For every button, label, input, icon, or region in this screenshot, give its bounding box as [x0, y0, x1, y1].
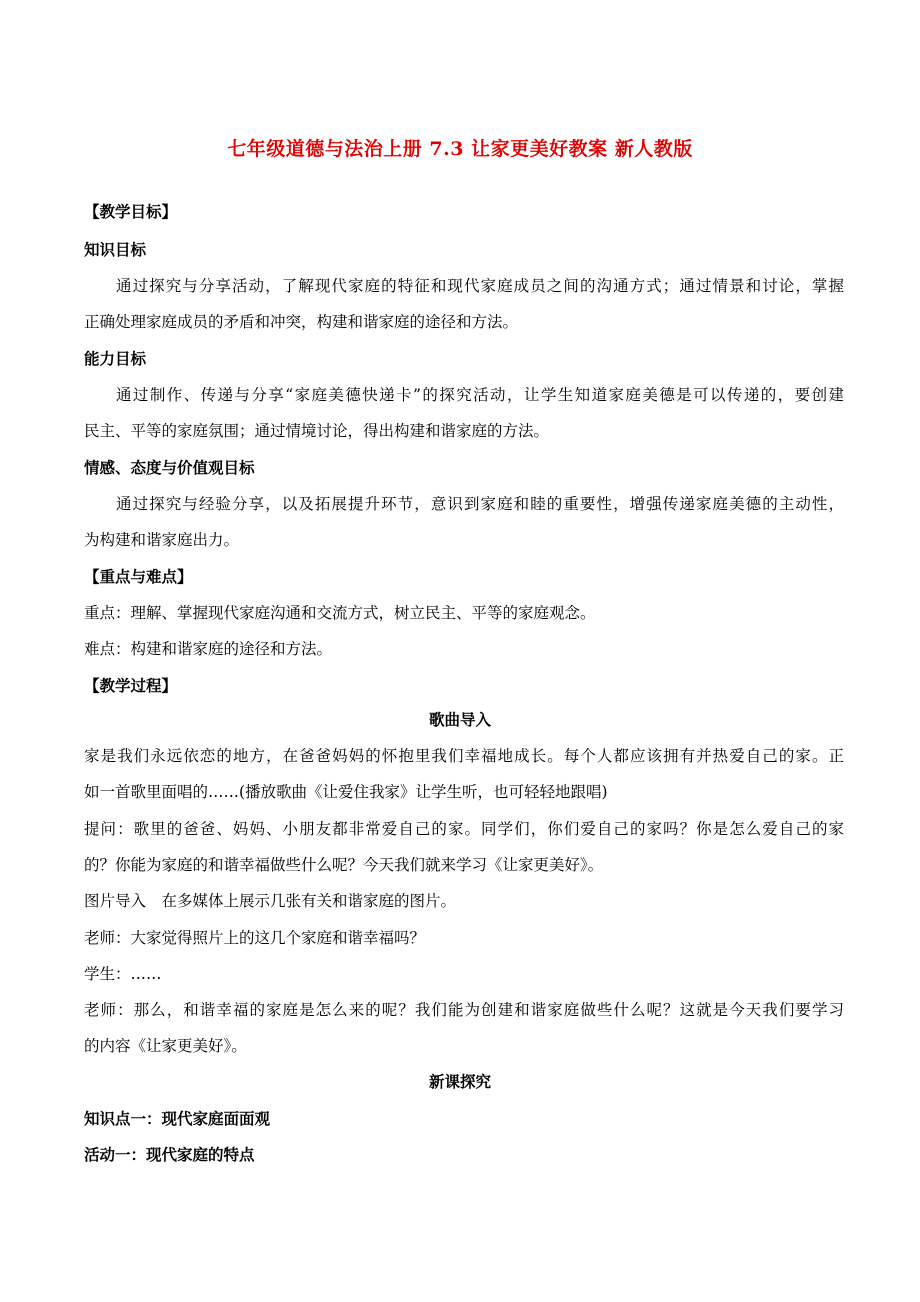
paragraph-line: 图片导入 在多媒体上展示几张有关和谐家庭的图片。 [84, 892, 457, 910]
paragraph-line: 通过探究与分享活动，了解现代家庭的特征和现代家庭成员之间的沟通方式；通过情景和讨论，掌握 [116, 277, 844, 295]
knowledge-point-heading: 知识点一：现代家庭面面观 [84, 1109, 271, 1128]
paragraph-line: 如一首歌里面唱的……(播放歌曲《让爱住我家》让学生听，也可轻轻地跟唱) [84, 783, 608, 801]
document-title: 七年级道德与法治上册 7.3 让家更美好教案 新人教版 [227, 138, 693, 160]
paragraph-line: 提问：歌里的爸爸、妈妈、小朋友都非常爱自己的家。同学们，你们爱自己的家吗？你是怎么爱自己的家 [84, 820, 844, 838]
section-heading-key-points: 【重点与难点】 [84, 567, 193, 586]
subheading-new-lesson: 新课探究 [428, 1072, 491, 1091]
paragraph-line: 的？你能为家庭的和谐幸福做些什么呢？今天我们就来学习《让家更美好》。 [84, 856, 604, 874]
paragraph-line: 通过制作、传递与分享“家庭美德快递卡”的探究活动，让学生知道家庭美德是可以传递的，要创建 [116, 386, 844, 404]
difficult-point-line: 难点：构建和谐家庭的途径和方法。 [84, 640, 333, 658]
paragraph-line: 通过探究与经验分享，以及拓展提升环节，意识到家庭和睦的重要性，增强传递家庭美德的主动性， [116, 495, 844, 513]
subheading-ability-goals: 能力目标 [84, 349, 147, 368]
paragraph-line: 的内容《让家更美好》。 [84, 1037, 247, 1055]
paragraph-line: 老师：大家觉得照片上的这几个家庭和谐幸福吗？ [84, 929, 426, 947]
subheading-knowledge-goals: 知识目标 [84, 240, 147, 259]
section-heading-teaching-process: 【教学过程】 [84, 676, 178, 695]
paragraph-line: 家是我们永远依恋的地方，在爸爸妈妈的怀抱里我们幸福地成长。每个人都应该拥有并热爱自己的家。正 [84, 747, 844, 765]
key-point-line: 重点：理解、掌握现代家庭沟通和交流方式，树立民主、平等的家庭观念。 [84, 604, 596, 622]
activity-heading: 活动一：现代家庭的特点 [84, 1145, 255, 1164]
paragraph-line: 民主、平等的家庭氛围；通过情境讨论，得出构建和谐家庭的方法。 [84, 422, 550, 440]
paragraph-line: 正确处理家庭成员的矛盾和冲突，构建和谐家庭的途径和方法。 [84, 313, 519, 331]
paragraph-line: 为构建和谐家庭出力。 [84, 531, 240, 549]
paragraph-line: 老师：那么，和谐幸福的家庭是怎么来的呢？我们能为创建和谐家庭做些什么呢？这就是今天我们要学习 [84, 1001, 844, 1019]
section-heading-teaching-goals: 【教学目标】 [84, 202, 178, 221]
subheading-song-intro: 歌曲导入 [428, 710, 491, 729]
paragraph-line: 学生：…… [84, 965, 162, 983]
subheading-emotion-goals: 情感、态度与价值观目标 [84, 458, 255, 477]
